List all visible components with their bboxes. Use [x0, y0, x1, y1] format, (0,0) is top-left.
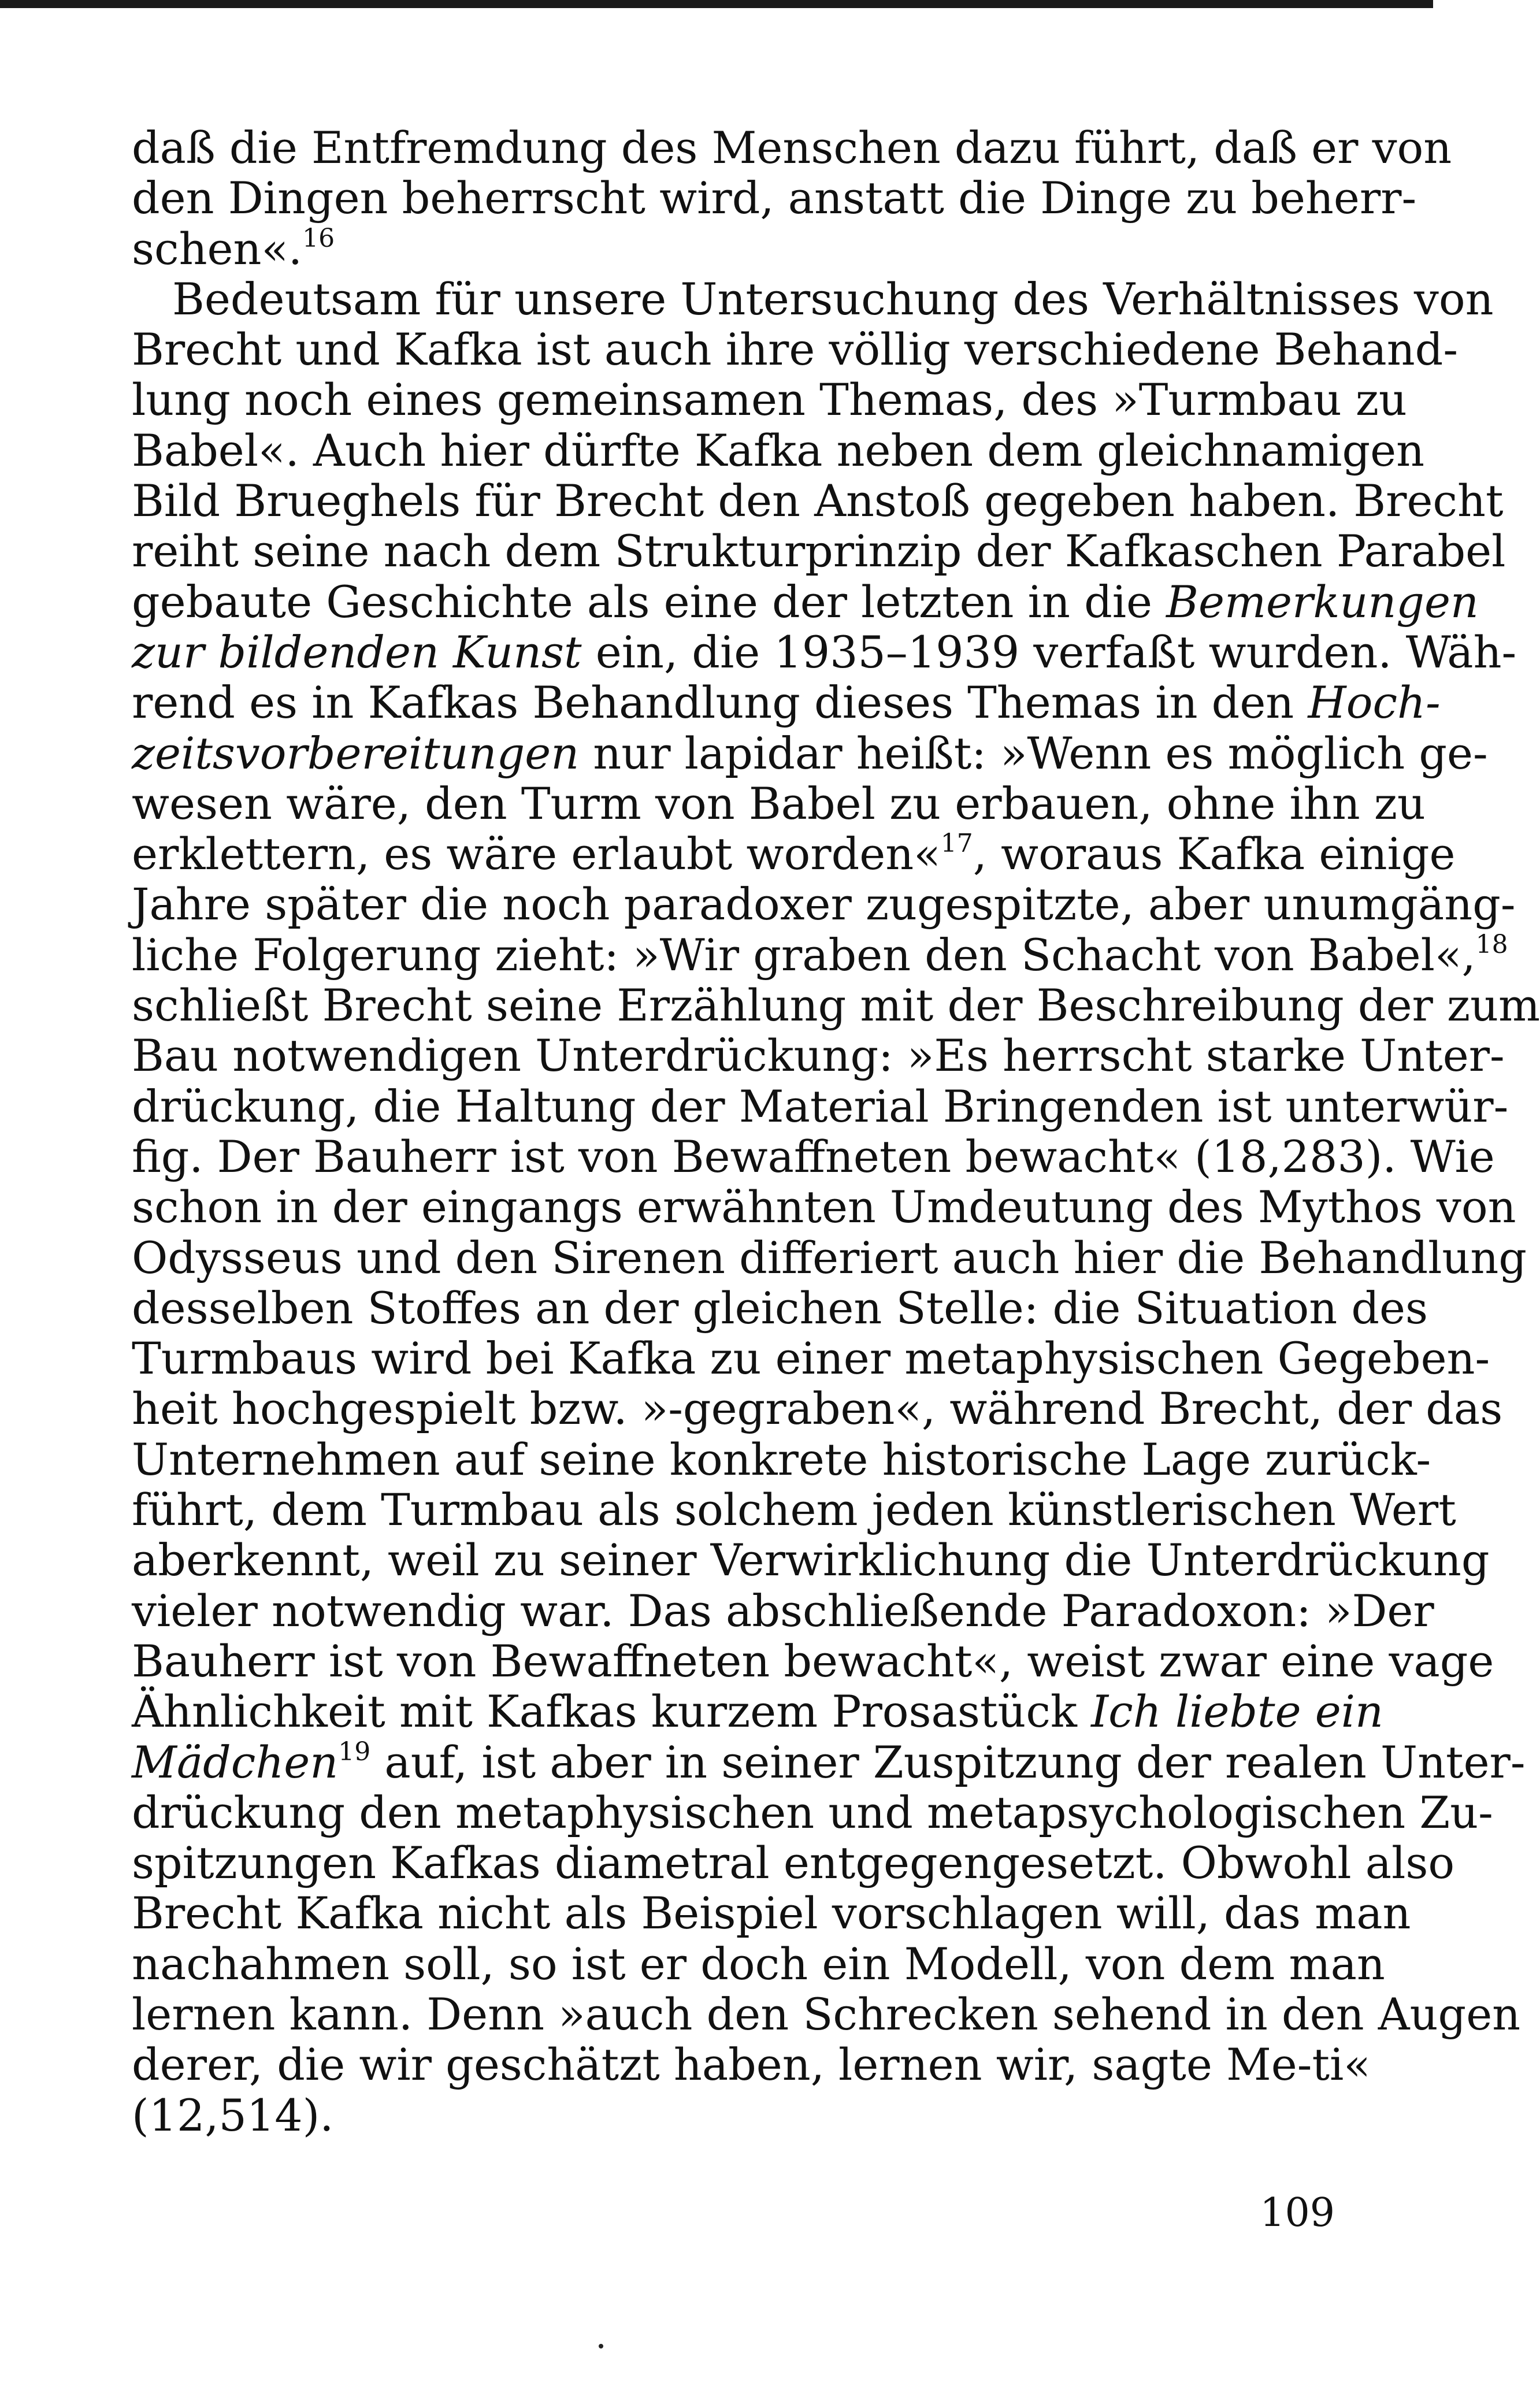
text-run: Unternehmen auf seine konkrete historische Lage zurück-	[132, 1433, 1431, 1485]
text-line	[132, 1686, 1383, 1738]
text-run: drückung den metaphysischen und metapsychologischen Zu-	[132, 1786, 1493, 1838]
text-run: spitzungen Kafkas diametral entgegengesetzt. Obwohl also	[132, 1837, 1455, 1889]
text-run: reiht seine nach dem Strukturprinzip der Kafkaschen Parabel	[132, 525, 1506, 577]
footnote-marker: 16	[302, 223, 335, 253]
text-line	[132, 1383, 1503, 1435]
text-line	[132, 1887, 1411, 1939]
footnote-marker: 18	[1475, 929, 1508, 959]
top-rule	[0, 0, 1433, 8]
italic-title: zeitsvorbereitungen	[132, 727, 580, 779]
text-run: Bedeutsam für unsere Untersuchung des Verhältnisses von	[172, 273, 1494, 325]
footnote-marker: 17	[940, 829, 973, 859]
text-line	[132, 878, 1516, 930]
text-line	[132, 1030, 1505, 1082]
text-line	[132, 1938, 1385, 1990]
text-run: , woraus Kafka einige	[973, 828, 1456, 880]
text-run: Brecht Kafka nicht als Beispiel vorschlagen will, das man	[132, 1887, 1411, 1939]
text-line	[132, 1282, 1428, 1334]
text-run: fig. Der Bauherr ist von Bewaffneten bewacht« (18,283). Wie	[132, 1130, 1495, 1182]
text-line	[132, 122, 1452, 173]
italic-title: Mädchen	[132, 1736, 339, 1788]
text-line	[132, 1786, 1493, 1838]
text-line	[132, 172, 1417, 224]
text-run: führt, dem Turmbau als solchem jeden künstlerischen Wert	[132, 1484, 1456, 1536]
italic-title: Hoch-	[1308, 677, 1441, 729]
text-line	[132, 1534, 1490, 1586]
text-line	[132, 1635, 1494, 1687]
text-run: rend es in Kafkas Behandlung dieses Themas in den	[132, 677, 1308, 729]
page-number: 109	[1260, 2190, 1335, 2236]
italic-title: zur bildenden Kunst	[132, 626, 582, 678]
text-line	[132, 1988, 1521, 2040]
text-line	[132, 828, 1456, 880]
text-run: Ähnlichkeit mit Kafkas kurzem Prosastück	[132, 1686, 1092, 1738]
text-run: lernen kann. Denn »auch den Schrecken sehend in den Augen	[132, 1988, 1521, 2040]
text-run: auf, ist aber in seiner Zuspitzung der realen Unter-	[370, 1736, 1526, 1788]
speck-mark	[599, 2344, 603, 2348]
text-run: wesen wäre, den Turm von Babel zu erbauen, ohne ihn zu	[132, 777, 1426, 829]
text-run: erklettern, es wäre erlaubt worden«	[132, 828, 941, 880]
italic-title: Ich liebte ein	[1091, 1686, 1383, 1738]
text-line	[132, 1837, 1455, 1889]
text-line	[132, 525, 1506, 577]
text-run: Bild Brueghels für Brecht den Anstoß gegeben haben. Brecht	[132, 475, 1504, 527]
text-line	[132, 424, 1425, 476]
text-run: nur lapidar heißt: »Wenn es möglich ge-	[579, 727, 1488, 779]
text-run: Bau notwendigen Unterdrückung: »Es herrscht starke Unter-	[132, 1030, 1505, 1082]
text-line	[132, 374, 1407, 426]
text-run: schen«.	[132, 222, 303, 274]
text-line	[132, 1231, 1527, 1283]
text-line	[132, 1736, 1526, 1788]
footnote-marker: 19	[338, 1737, 371, 1767]
text-line	[132, 1130, 1495, 1182]
text-run: Babel«. Auch hier dürfte Kafka neben dem gleichnamigen	[132, 424, 1425, 476]
text-run: nachahmen soll, so ist er doch ein Modell, von dem man	[132, 1938, 1385, 1990]
text-run: liche Folgerung zieht: »Wir graben den Schacht von Babel«,	[132, 929, 1476, 981]
text-run: heit hochgespielt bzw. »-gegraben«, während Brecht, der das	[132, 1383, 1503, 1435]
text-line	[132, 475, 1504, 527]
text-line	[132, 727, 1488, 779]
text-line	[132, 273, 1494, 325]
text-run: ein, die 1935–1939 verfaßt wurden. Wäh-	[581, 626, 1517, 678]
text-line	[132, 1433, 1431, 1485]
text-line	[132, 1333, 1490, 1385]
text-line	[132, 677, 1441, 729]
text-run: vieler notwendig war. Das abschließende Paradoxon: »Der	[132, 1585, 1434, 1637]
text-line	[132, 1080, 1509, 1132]
text-run: schon in der eingangs erwähnten Umdeutung des Mythos von	[132, 1181, 1516, 1233]
text-run: drückung, die Haltung der Material Bringenden ist unterwür-	[132, 1080, 1509, 1132]
text-line	[132, 2039, 1371, 2091]
body-text	[132, 122, 1540, 2141]
text-run: gebaute Geschichte als eine der letzten in die	[132, 576, 1167, 628]
text-run: desselben Stoffes an der gleichen Stelle: die Situation des	[132, 1282, 1428, 1334]
italic-title: Bemerkungen	[1166, 576, 1479, 628]
text-line	[132, 1484, 1456, 1536]
text-run: schließt Brecht seine Erzählung mit der Beschreibung der zum	[132, 979, 1540, 1032]
text-run: lung noch eines gemeinsamen Themas, des »Turmbau zu	[132, 374, 1407, 426]
text-run: daß die Entfremdung des Menschen dazu führt, daß er von	[132, 122, 1452, 173]
text-run: Bauherr ist von Bewaffneten bewacht«, weist zwar eine vage	[132, 1635, 1494, 1687]
text-line	[132, 576, 1479, 628]
text-run: Turmbaus wird bei Kafka zu einer metaphysischen Gegeben-	[132, 1333, 1490, 1385]
text-run: Brecht und Kafka ist auch ihre völlig verschiedene Behand-	[132, 324, 1458, 376]
text-line	[132, 224, 1322, 274]
text-run: aberkennt, weil zu seiner Verwirklichung die Unterdrückung	[132, 1534, 1490, 1586]
text-line	[132, 1585, 1434, 1637]
text-run: Jahre später die noch paradoxer zugespitzte, aber unumgäng-	[132, 878, 1516, 930]
text-line	[132, 777, 1426, 829]
text-line	[132, 626, 1517, 678]
text-line	[132, 2090, 1322, 2140]
text-line	[132, 979, 1540, 1032]
text-line	[132, 929, 1508, 981]
text-line	[132, 1181, 1516, 1233]
text-line	[132, 324, 1458, 376]
text-run: (12,514).	[132, 2089, 334, 2141]
text-run: derer, die wir geschätzt haben, lernen wir, sagte Me-ti«	[132, 2039, 1371, 2091]
text-run: Odysseus und den Sirenen differiert auch hier die Behandlung	[132, 1231, 1527, 1283]
text-run: den Dingen beherrscht wird, anstatt die Dinge zu beherr-	[132, 172, 1417, 224]
